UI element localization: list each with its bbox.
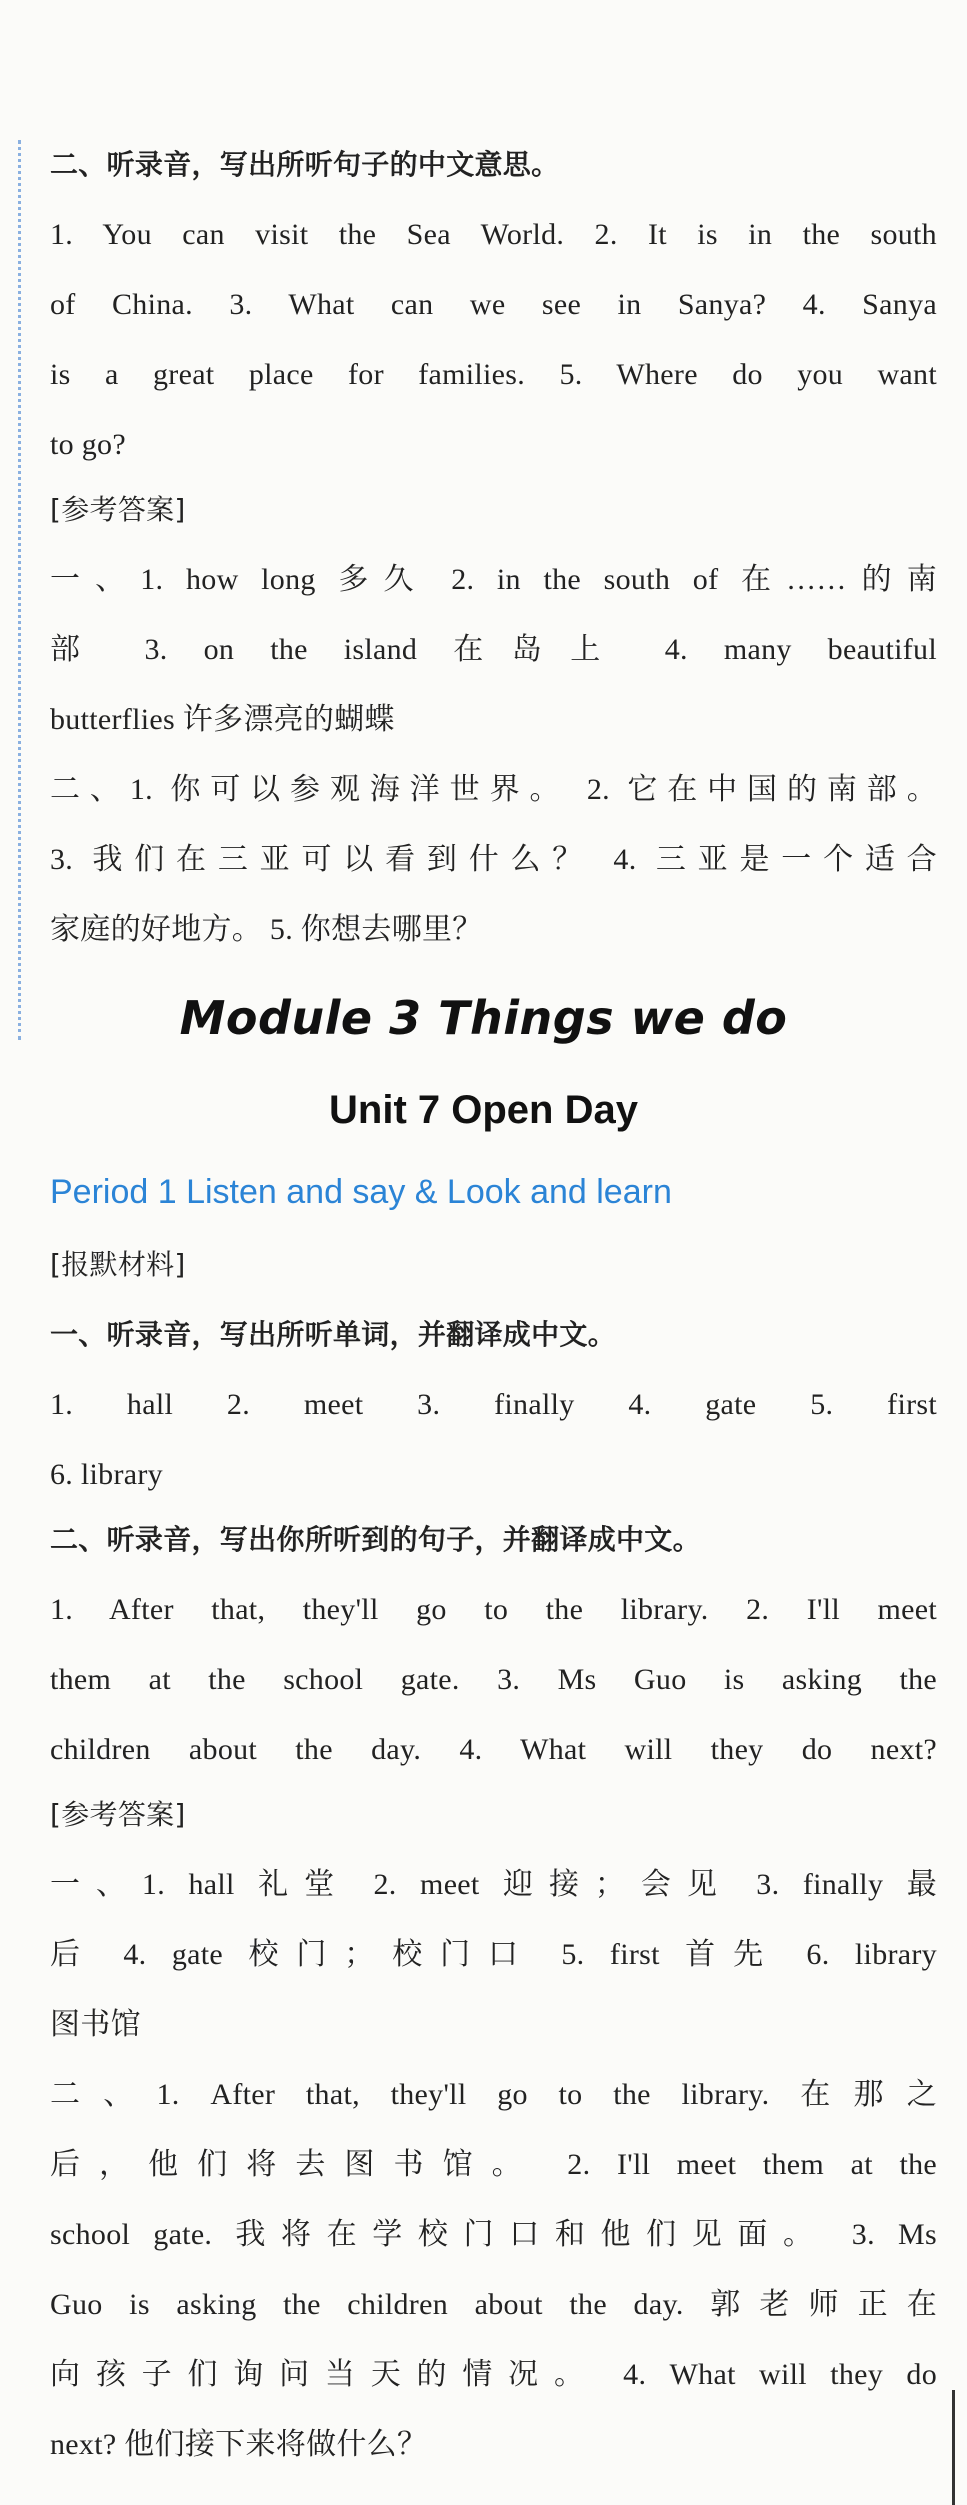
- text-line: to go?: [50, 428, 126, 461]
- text-line: 1. After that, they'll go to the library. 2. I'll meet: [50, 1593, 937, 1626]
- answer-line: 部 3. on the island 在岛上 4. many beautiful: [50, 633, 937, 666]
- answer-line: 一、1. hall 礼堂 2. meet 迎接；会见 3. finally 最: [50, 1868, 937, 1901]
- text-line: children about the day. 4. What will they do next?: [50, 1733, 937, 1766]
- right-edge-bar: [952, 2390, 955, 2505]
- answer-line: 一、1. how long 多久 2. in the south of 在……的南: [50, 563, 937, 596]
- text-line: of China. 3. What can we see in Sanya? 4. Sanya: [50, 288, 937, 321]
- text-line: 1. hall 2. meet 3. finally 4. gate 5. first: [50, 1388, 937, 1421]
- section-heading: 一、听录音，写出所听单词，并翻译成中文。: [50, 1318, 617, 1351]
- text-line: 6. library: [50, 1458, 163, 1491]
- section-heading: 二、听录音，写出你所听到的句子，并翻译成中文。: [50, 1523, 701, 1556]
- module-title: Module 3 Things we do: [179, 991, 788, 1045]
- text-line: them at the school gate. 3. Ms Guo is asking the: [50, 1663, 937, 1696]
- answer-line: school gate. 我将在学校门口和他们见面。 3. Ms: [50, 2218, 937, 2251]
- section-heading: 二、听录音，写出所听句子的中文意思。: [50, 148, 560, 181]
- answer-line: butterflies 许多漂亮的蝴蝶: [50, 703, 395, 736]
- text-line: is a great place for families. 5. Where do you want: [50, 358, 937, 391]
- answers-label: [参考答案]: [50, 493, 186, 526]
- answer-line: 家庭的好地方。 5. 你想去哪里？: [50, 913, 483, 946]
- answer-line: 后，他们将去图书馆。 2. I'll meet them at the: [50, 2148, 937, 2181]
- unit-title: Unit 7 Open Day: [329, 1088, 638, 1132]
- answer-line: 3. 我们在三亚可以看到什么？ 4. 三亚是一个适合: [50, 843, 937, 876]
- left-margin-rule: [18, 140, 21, 1040]
- answer-line: 二、1. 你可以参观海洋世界。 2. 它在中国的南部。: [50, 773, 937, 806]
- answer-line: 图书馆: [50, 2008, 141, 2041]
- answer-line: 二、1. After that, they'll go to the library. 在那之: [50, 2078, 937, 2111]
- answer-line: 向孩子们询问当天的情况。 4. What will they do: [50, 2358, 937, 2391]
- answers-label: [参考答案]: [50, 1798, 186, 1831]
- script-label: [报默材料]: [50, 1248, 186, 1281]
- period-title: Period 1 Listen and say & Look and learn: [50, 1173, 672, 1211]
- text-line: 1. You can visit the Sea World. 2. It is in the south: [50, 218, 937, 251]
- answer-line: 后 4. gate 校门；校门口 5. first 首先 6. library: [50, 1938, 937, 1971]
- answer-line: next? 他们接下来将做什么？: [50, 2428, 428, 2461]
- answer-line: Guo is asking the children about the day. 郭老师正在: [50, 2288, 937, 2321]
